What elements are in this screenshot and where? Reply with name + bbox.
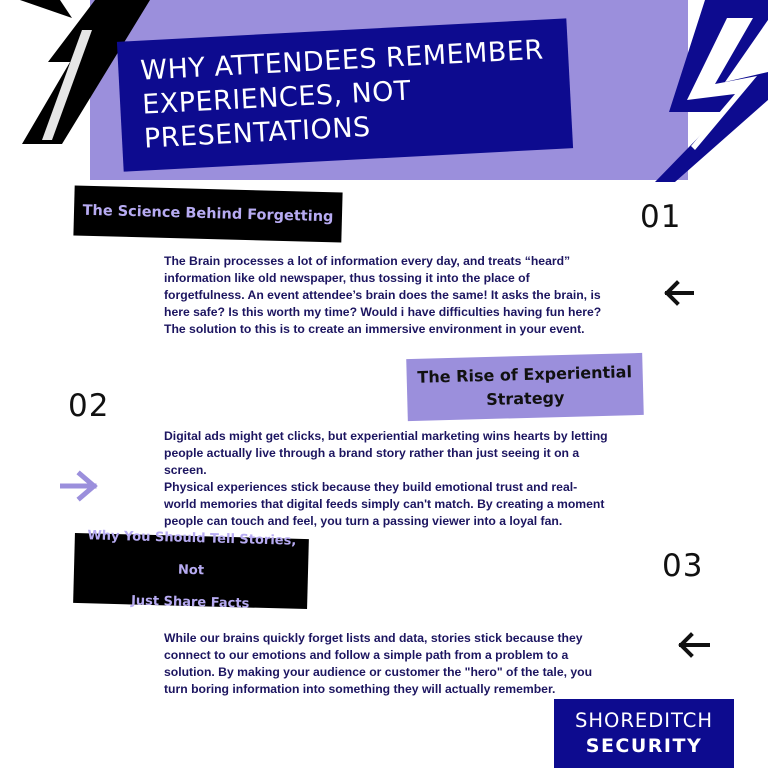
brand-logo [554,699,734,768]
left-arrow-icon [664,280,694,306]
title-line: WHY ATTENDEES REMEMBER [139,34,545,87]
section-number: 01 [640,199,682,235]
left-arrow-icon [678,632,710,658]
section-heading-text: The Rise of Experiential [417,362,633,387]
right-arrow-icon [60,470,98,502]
section-heading [406,353,644,421]
brand-name-line: SHOREDITCH [574,708,714,732]
page-title-banner [117,18,573,171]
section-number: 03 [662,548,704,584]
title-line: PRESENTATIONS [143,111,372,155]
section-body: The Brain processes a lot of information every day, and treats “heard” information like old newspaper, thus tossing it into the place of forgetfulness. An event attendee’s brain does the same! It asks the brain, is here safe? Is this worth my time? Would i have difficulties having fun here? The solution to this is to create an immersive environment in your event. [164,254,602,336]
section-heading [73,528,309,612]
section-heading-text: Why You Should Tell Stories, Not [87,528,297,579]
title-line: EXPERIENCES, NOT [141,75,412,121]
section-heading-text: Just Share Facts [130,593,250,612]
section-heading-text: Strategy [485,387,565,410]
page-title [140,34,548,157]
section-heading-text: The Science Behind Forgetting [82,202,334,226]
brand-name-line: SECURITY [585,734,703,757]
section-heading [73,186,342,243]
section-body: While our brains quickly forget lists and data, stories stick because they connect to our emotions and follow a simple path from a problem to a solution. By making your audience or customer the "hero" of the tale, you turn boring information into something they will actually remember. [164,631,593,696]
lightning-bolt-icon [655,0,768,185]
section-body: Digital ads might get clicks, but experiential marketing wins hearts by letting people actually live through a brand story rather than just seeing it on a screen. Physical experiences stick because they build emotional trust and real-world memories that digital feeds simply can't match. By creating a moment people can touch and feel, you turn a passing viewer into a loyal fan. [164,429,608,528]
section-number: 02 [68,388,110,424]
